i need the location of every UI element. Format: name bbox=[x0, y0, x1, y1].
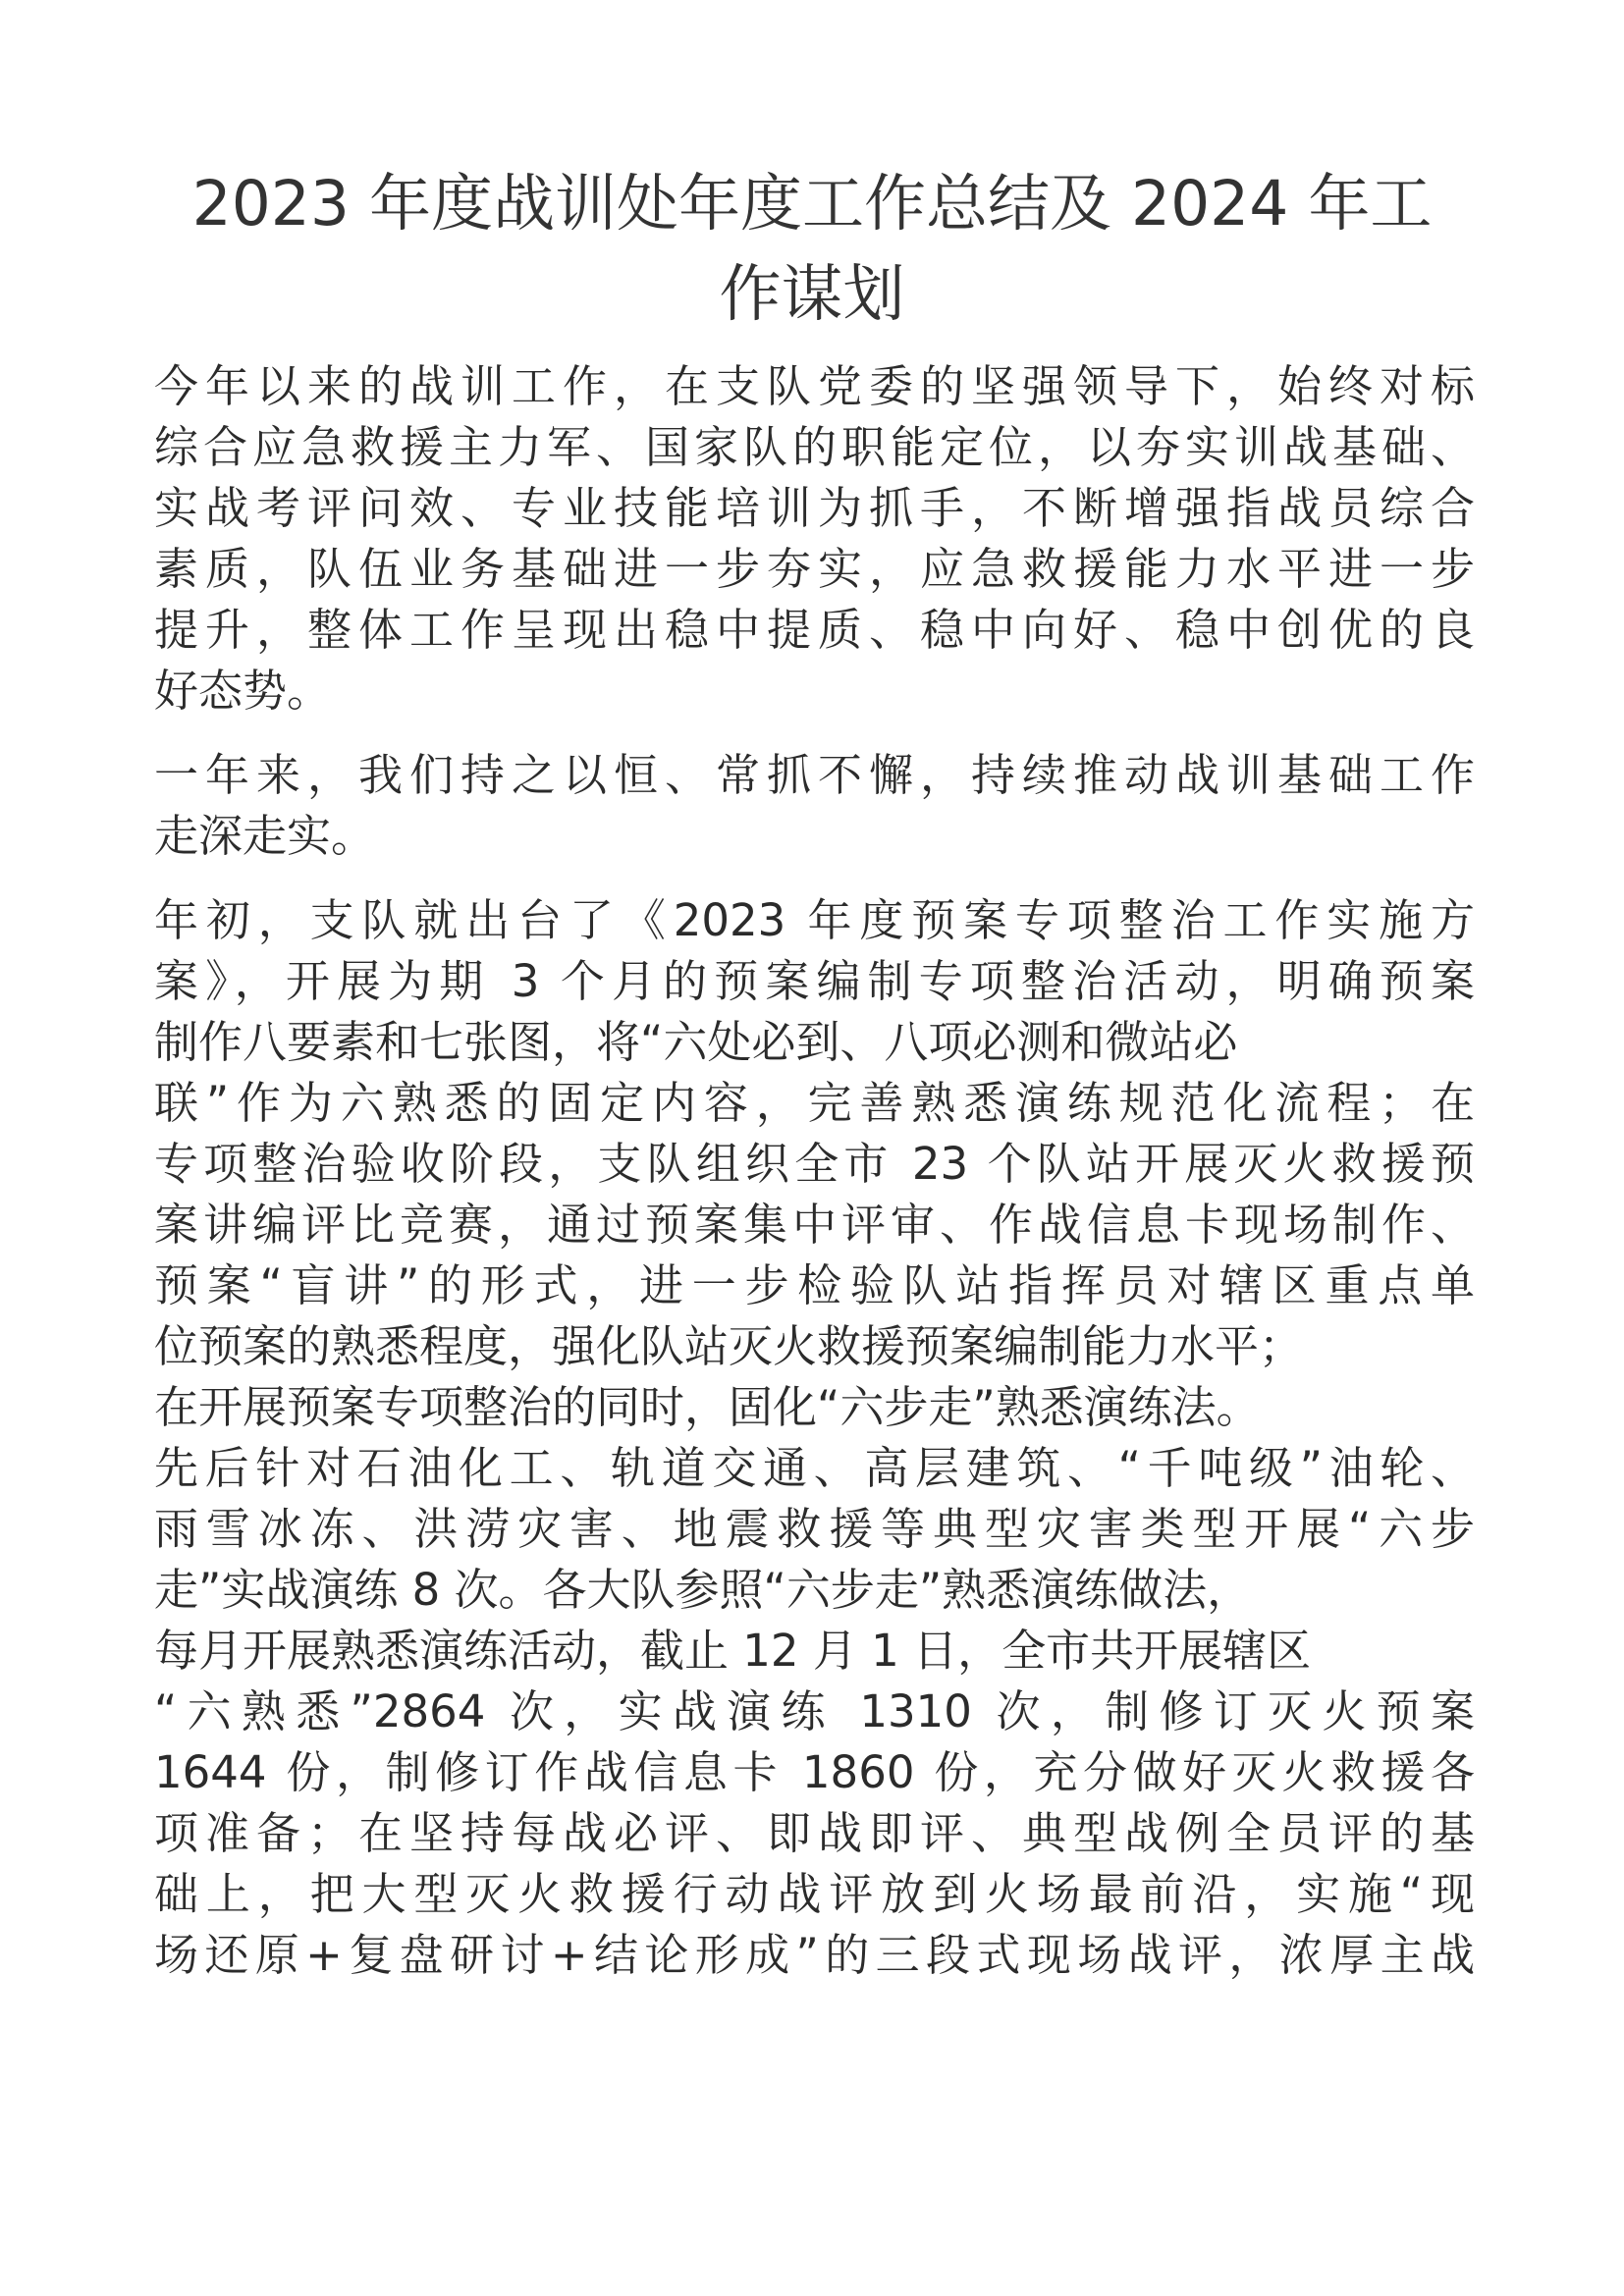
text-line: 好态势。 bbox=[154, 665, 332, 717]
paragraph-summary bbox=[154, 745, 1475, 867]
title-line: 2023 年度战训处年度工作总结及 2024 年工 bbox=[191, 168, 1433, 240]
text-line: 先后针对石油化工、轨道交通、高层建筑、“千吨级”油轮、 bbox=[154, 1442, 1475, 1494]
text-line: “六熟悉”2864 次，实战演练 1310 次，制修订灭火预案 bbox=[154, 1685, 1475, 1737]
text-line: 素质，队伍业务基础进一步夯实，应急救援能力水平进一步 bbox=[154, 543, 1475, 595]
text-line: 每月开展熟悉演练活动，截止 12 月 1 日，全市共开展辖区 bbox=[154, 1625, 1312, 1677]
text-line: 联”作为六熟悉的固定内容，完善熟悉演练规范化流程；在 bbox=[154, 1077, 1475, 1129]
text-line: 实战考评问效、专业技能培训为抓手，不断增强指战员综合 bbox=[154, 482, 1475, 534]
text-line: 案》，开展为期 3 个月的预案编制专项整治活动，明确预案 bbox=[154, 955, 1475, 1007]
text-line: 项准备；在坚持每战必评、即战即评、典型战例全员评的基 bbox=[154, 1807, 1475, 1859]
document-title bbox=[147, 159, 1477, 340]
text-line: 走”实战演练 8 次。各大队参照“六步走”熟悉演练做法， bbox=[154, 1564, 1252, 1616]
document-body bbox=[154, 356, 1475, 2009]
text-line: 提升，整体工作呈现出稳中提质、稳中向好、稳中创优的良 bbox=[154, 604, 1475, 656]
text-line: 一年来，我们持之以恒、常抓不懈，持续推动战训基础工作 bbox=[154, 749, 1475, 801]
text-line: 今年以来的战训工作，在支队党委的坚强领导下，始终对标 bbox=[154, 360, 1475, 412]
text-line: 位预案的熟悉程度，强化队站灭火救援预案编制能力水平； bbox=[154, 1320, 1304, 1372]
text-line: 场还原+复盘研讨+结论形成”的三段式现场战评，浓厚主战 bbox=[154, 1929, 1475, 1981]
paragraph-intro bbox=[154, 356, 1475, 721]
text-line: 制作八要素和七张图，将“六处必到、八项必测和微站必 bbox=[154, 1016, 1238, 1068]
paragraph-details bbox=[154, 890, 1475, 1986]
text-line: 综合应急救援主力军、国家队的职能定位，以夯实训战基础、 bbox=[154, 421, 1475, 473]
text-line: 案讲编评比竞赛，通过预案集中评审、作战信息卡现场制作、 bbox=[154, 1199, 1475, 1251]
text-line: 1644 份，制修订作战信息卡 1860 份，充分做好灭火救援各 bbox=[154, 1746, 1475, 1798]
text-line: 年初，支队就出台了《2023 年度预案专项整治工作实施方 bbox=[154, 894, 1475, 946]
title-line: 作谋划 bbox=[719, 258, 905, 330]
text-line: 础上，把大型灭火救援行动战评放到火场最前沿，实施“现 bbox=[154, 1868, 1475, 1920]
text-line: 在开展预案专项整治的同时，固化“六步走”熟悉演练法。 bbox=[154, 1381, 1261, 1433]
text-line: 预案“盲讲”的形式，进一步检验队站指挥员对辖区重点单 bbox=[154, 1259, 1475, 1311]
text-line: 雨雪冰冻、洪涝灾害、地震救援等典型灾害类型开展“六步 bbox=[154, 1503, 1475, 1555]
text-line: 走深走实。 bbox=[154, 810, 376, 862]
text-line: 专项整治验收阶段，支队组织全市 23 个队站开展灭火救援预 bbox=[154, 1138, 1475, 1190]
